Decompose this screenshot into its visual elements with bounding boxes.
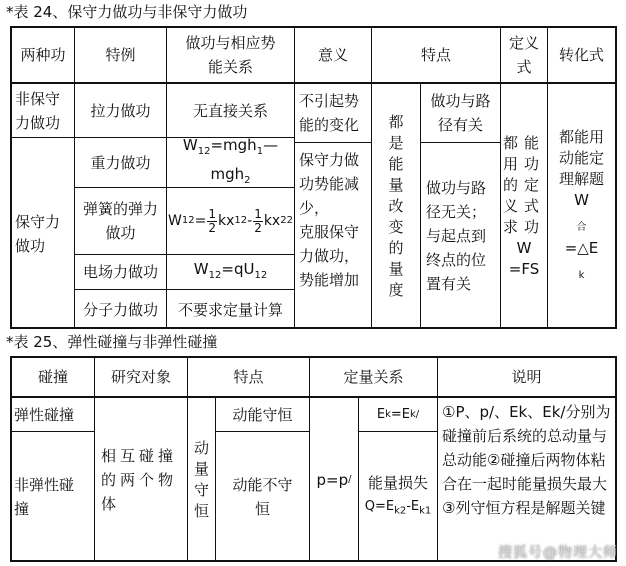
elastic-energy-equation: E k =E k / (376, 406, 420, 422)
header-conversion: 转化式 (558, 46, 604, 64)
header-definition: 定义式 (509, 34, 540, 76)
relation-gravity: $W_{12}=mgh_1—mgh_2$ (182, 138, 279, 186)
elastic-collision-label: 弹性碰撞 (14, 405, 75, 424)
header-work-type: 两种功 (20, 46, 66, 64)
example-molecular: 分子力做功 (82, 300, 158, 319)
conversion-formula: 都能用 动能定 理解题 W $_合$ =△E $_k$ (558, 128, 604, 281)
momentum-conserved: 动 量 守 恒 (193, 439, 209, 520)
example-electric: 电场力做功 (82, 263, 158, 281)
feature-path-dependent: 做功与路径有关 (430, 92, 491, 134)
example-spring: 弹簧的弹力做功 (82, 200, 158, 242)
momentum-equation: p=p / (316, 471, 352, 489)
header-collision: 碰撞 (37, 368, 68, 386)
relation-none: 无直接关系 (192, 101, 268, 120)
example-gravity: 重力做功 (90, 153, 151, 172)
meaning-nonconservative: 不引起势能的变化 (299, 92, 360, 134)
header-quantitative: 定量关系 (343, 368, 404, 386)
header-meaning: 意义 (317, 46, 348, 64)
relation-spring: W 12 = $\frac{1}{2}$ kx 1 2 - $\frac{1}{2}$ kx 2 2 (168, 206, 293, 235)
header-feature: 特点 (420, 46, 451, 64)
header-characteristic: 特点 (233, 368, 264, 386)
example-pull-force: 拉力做功 (90, 101, 151, 120)
feature-path-independent: 做功与路径无关；与起点到终点的位置有关 (426, 179, 487, 293)
relation-molecular: 不要求定量计算 (177, 300, 283, 319)
table-25-caption: *表 25、弹性碰撞与非弹性碰撞 (6, 333, 218, 351)
header-note: 说明 (511, 368, 542, 386)
elastic-energy-conserved: 动能守恒 (232, 405, 293, 424)
header-example: 特例 (105, 46, 136, 64)
collision-note: ①P、p/、Ek、Ek/分别为碰撞前后系统的总动量与总动能②碰撞后两物体粘合在一起时能量损失最大③列守恒方程是解题关键 (442, 403, 611, 517)
meaning-conservative: 保守力做功势能减少， 克服保守力做功，势能增加 (299, 151, 360, 289)
header-object: 研究对象 (110, 368, 171, 386)
header-relation: 做功与相应势能关系 (185, 34, 276, 76)
inelastic-energy-loss: 能量损失 $Q=E_{k2}-E_{k1}$ (364, 473, 432, 517)
watermark: 搜狐号@物理大师 (498, 545, 618, 561)
inelastic-energy-not-conserved: 动能不守恒 (232, 476, 293, 518)
research-object: 相互碰撞的两个物体 (101, 447, 178, 513)
inelastic-collision-label: 非弹性碰撞 (14, 476, 75, 518)
table-24-caption: *表 24、保守力做功与非保守力做功 (6, 3, 248, 21)
relation-electric: $W_{12}=qU_{12}$ (193, 259, 268, 281)
row-conservative-label: 保守力做功 (15, 212, 61, 255)
definition-formula: 都能 用功 的定 义式 求功 W =FS (502, 134, 545, 278)
feature-energy-measure: 都 是 能 量 改 变 的 量 度 (388, 113, 404, 299)
row-nonconservative-label: 非保守力做功 (15, 89, 61, 132)
